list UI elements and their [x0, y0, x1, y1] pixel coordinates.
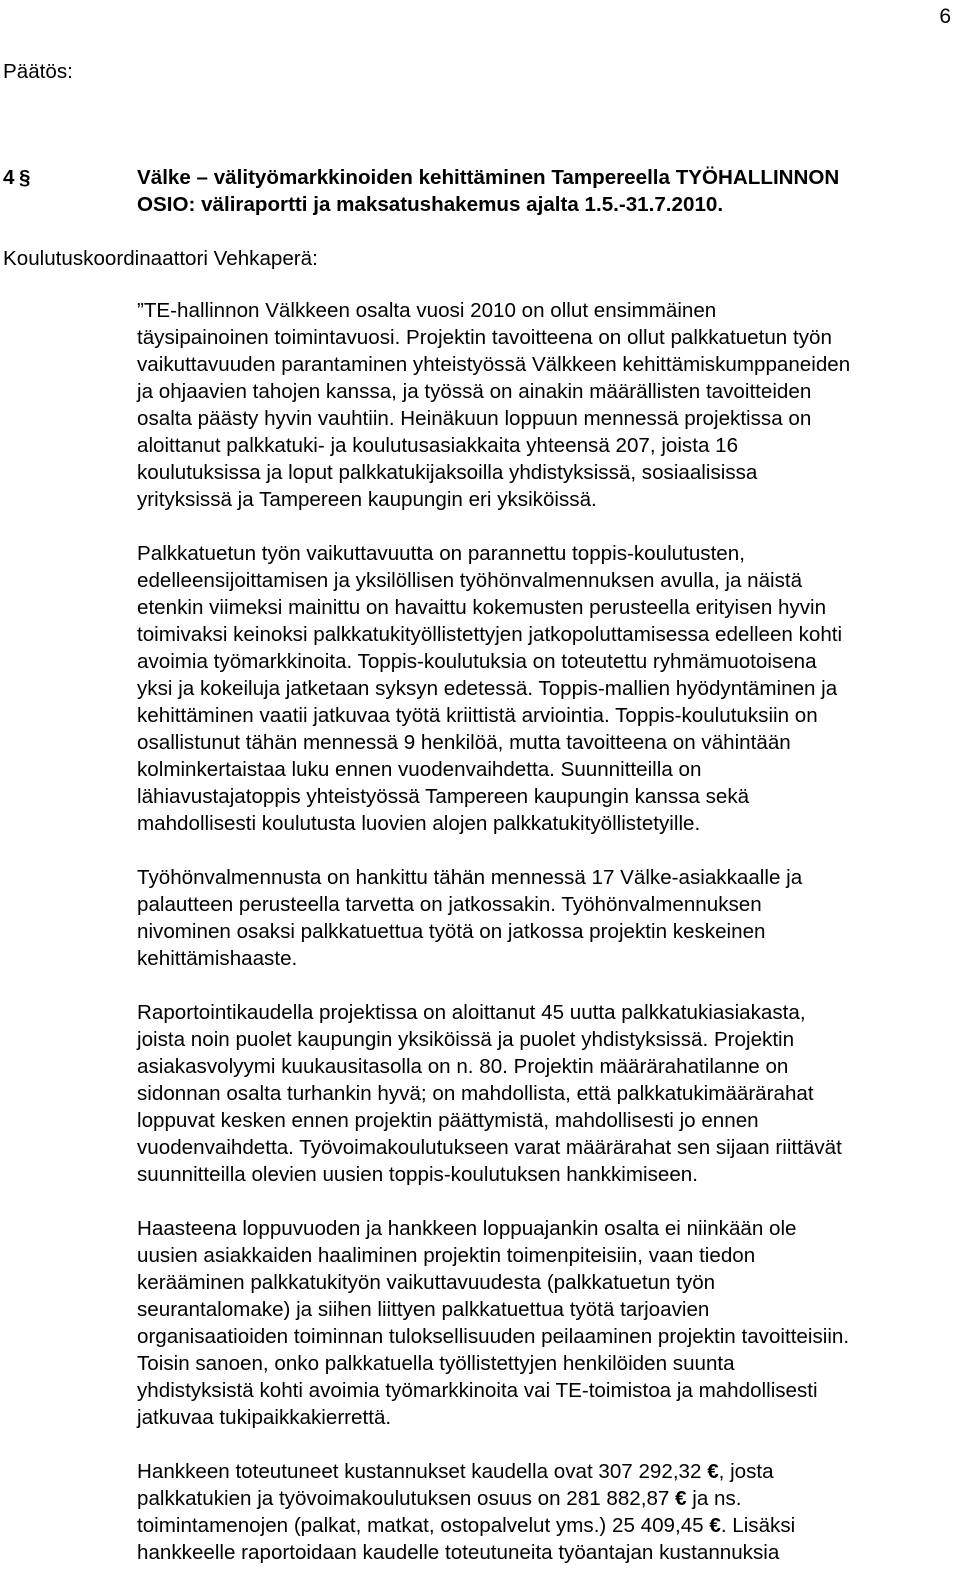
text-line: Työhönvalmennusta on hankittu tähän mennessä 17 Välke-asiakkaalle ja	[137, 866, 803, 889]
text-line: koulutuksissa ja loput palkkatukijaksoilla yhdistyksissä, sosiaalisissa	[137, 461, 758, 484]
text-line: vuodenvaihdetta. Työvoimakoulutukseen varat määrärahat sen sijaan riittävät	[137, 1136, 842, 1159]
cost-text: . Lisäksi	[720, 1514, 796, 1537]
text-line: etenkin viimeksi mainittu on havaittu kokemusten perusteella erityisen hyvin	[137, 596, 827, 619]
item-number: 4	[3, 166, 15, 189]
text-line: yrityksissä ja Tampereen kaupungin eri yksiköissä.	[137, 488, 597, 511]
paragraph-1	[137, 297, 955, 513]
text-line: Raportointikaudella projektissa on aloittanut 45 uutta palkkatukiasiakasta,	[137, 1001, 806, 1024]
text-line: kerääminen palkkatukityön vaikuttavuudesta (palkkatuetun työn	[137, 1271, 716, 1294]
text-line: organisaatioiden toiminnan tuloksellisuuden peilaaminen projektin tavoitteisiin.	[137, 1325, 850, 1348]
text-line: aloittanut palkkatuki- ja koulutusasiakkaita yhteensä 207, joista 16	[137, 434, 739, 457]
body-text	[137, 297, 955, 1593]
text-line: Palkkatuetun työn vaikuttavuutta on parannettu toppis-koulutusten,	[137, 542, 745, 565]
text-line: yhdistyksistä kohti avoimia työmarkkinoita vai TE-toimistoa ja mahdollisesti	[137, 1379, 818, 1402]
euro-sign: €	[709, 1514, 721, 1537]
text-line: edelleensijoittamisen ja yksilöllisen työhönvalmennuksen avulla, ja näistä	[137, 569, 803, 592]
paragraph-costs	[137, 1458, 955, 1566]
cost-text: palkkatukien ja työvoimakoulutuksen osuus on 281 882,87	[137, 1487, 676, 1510]
text-line: vaikuttavuuden parantaminen yhteistyössä Välkkeen kehittämiskumppaneiden	[137, 353, 851, 376]
text-line: uusien asiakkaiden haaliminen projektin toimenpiteisiin, vaan tiedon	[137, 1244, 756, 1267]
text-line: osallistunut tähän mennessä 9 henkilöä, mutta tavoitteena on vähintään	[137, 731, 791, 754]
item-title-line: Välke – välityömarkkinoiden kehittäminen Tampereella TYÖHALLINNON	[137, 166, 840, 189]
text-line: täysipainoinen toimintavuosi. Projektin tavoitteena on ollut palkkatuetun työn	[137, 326, 832, 349]
text-line: Toisin sanoen, onko palkkatuella työllistettyjen henkilöiden suunta	[137, 1352, 735, 1375]
text-line: seurantalomake) ja siihen liittyen palkkatuettua työtä tarjoavien	[137, 1298, 710, 1321]
paragraph-2	[137, 540, 955, 837]
text-line: Haasteena loppuvuoden ja hankkeen loppuajankin osalta ei niinkään ole	[137, 1217, 797, 1240]
text-line: kehittämishaaste.	[137, 947, 298, 970]
text-line: toimivaksi keinoksi palkkatukityöllistettyjen jatkopoluttamisessa edelleen kohti	[137, 623, 843, 646]
text-line: suunnitteilla olevien uusien toppis-koulutuksen hankkimiseen.	[137, 1163, 698, 1186]
section-sign: §	[19, 166, 31, 189]
cost-text: , josta	[718, 1460, 774, 1483]
item-title	[137, 164, 952, 218]
text-line: lähiavustajatoppis yhteistyössä Tampereen kaupungin kanssa sekä	[137, 785, 750, 808]
paragraph-4	[137, 999, 955, 1188]
page-number: 6	[939, 5, 951, 28]
item-title-line: OSIO: väliraportti ja maksatushakemus ajalta 1.5.-31.7.2010.	[137, 193, 724, 216]
text-line	[137, 1458, 955, 1485]
text-line: loppuvat kesken ennen projektin päättymistä, mahdollisesti jo ennen	[137, 1109, 759, 1132]
euro-sign: €	[707, 1460, 719, 1483]
text-line: sidonnan osalta turhankin hyvä; on mahdollista, että palkkatukimäärärahat	[137, 1082, 814, 1105]
text-line: nivominen osaksi palkkatuettua työtä on jatkossa projektin keskeinen	[137, 920, 766, 943]
text-line	[137, 1485, 955, 1512]
presenter-line: Koulutuskoordinaattori Vehkaperä:	[3, 247, 318, 270]
text-line: ja ohjaavien tahojen kanssa, ja työssä on ainakin määrällisten tavoitteiden	[137, 380, 812, 403]
text-line: kehittäminen vaatii jatkuvaa työtä kriittistä arviointia. Toppis-koulutuksiin on	[137, 704, 818, 727]
text-line: hankkeelle raportoidaan kaudelle toteutuneita työantajan kustannuksia	[137, 1541, 780, 1564]
text-line: avoimia työmarkkinoita. Toppis-koulutuksia on toteutettu ryhmämuotoisena	[137, 650, 817, 673]
decision-label: Päätös:	[3, 60, 73, 83]
cost-text: Hankkeen toteutuneet kustannukset kaudella ovat 307 292,32	[137, 1460, 708, 1483]
text-line: mahdollisesti koulutusta luovien alojen palkkatukityöllistetyille.	[137, 812, 701, 835]
text-line: kolminkertaistaa luku ennen vuodenvaihdetta. Suunnitteilla on	[137, 758, 702, 781]
text-line: osalta päästy hyvin vauhtiin. Heinäkuun loppuun mennessä projektissa on	[137, 407, 812, 430]
text-line: asiakasvolyymi kuukausitasolla on n. 80. Projektin määrärahatilanne on	[137, 1055, 789, 1078]
cost-text: toimintamenojen (palkat, matkat, ostopalvelut yms.) 25 409,45	[137, 1514, 710, 1537]
paragraph-5	[137, 1215, 955, 1431]
text-line: yksi ja kokeiluja jatketaan syksyn edetessä. Toppis-mallien hyödyntäminen ja	[137, 677, 838, 700]
text-line: ”TE-hallinnon Välkkeen osalta vuosi 2010 on ollut ensimmäinen	[137, 299, 717, 322]
text-line: jatkuvaa tukipaikkakierrettä.	[137, 1406, 392, 1429]
euro-sign: €	[675, 1487, 687, 1510]
text-line	[137, 1512, 955, 1539]
text-line: joista noin puolet kaupungin yksiköissä ja puolet yhdistyksissä. Projektin	[137, 1028, 795, 1051]
text-line: palautteen perusteella tarvetta on jatkossakin. Työhönvalmennuksen	[137, 893, 762, 916]
cost-text: ja ns.	[686, 1487, 742, 1510]
paragraph-3	[137, 864, 955, 972]
